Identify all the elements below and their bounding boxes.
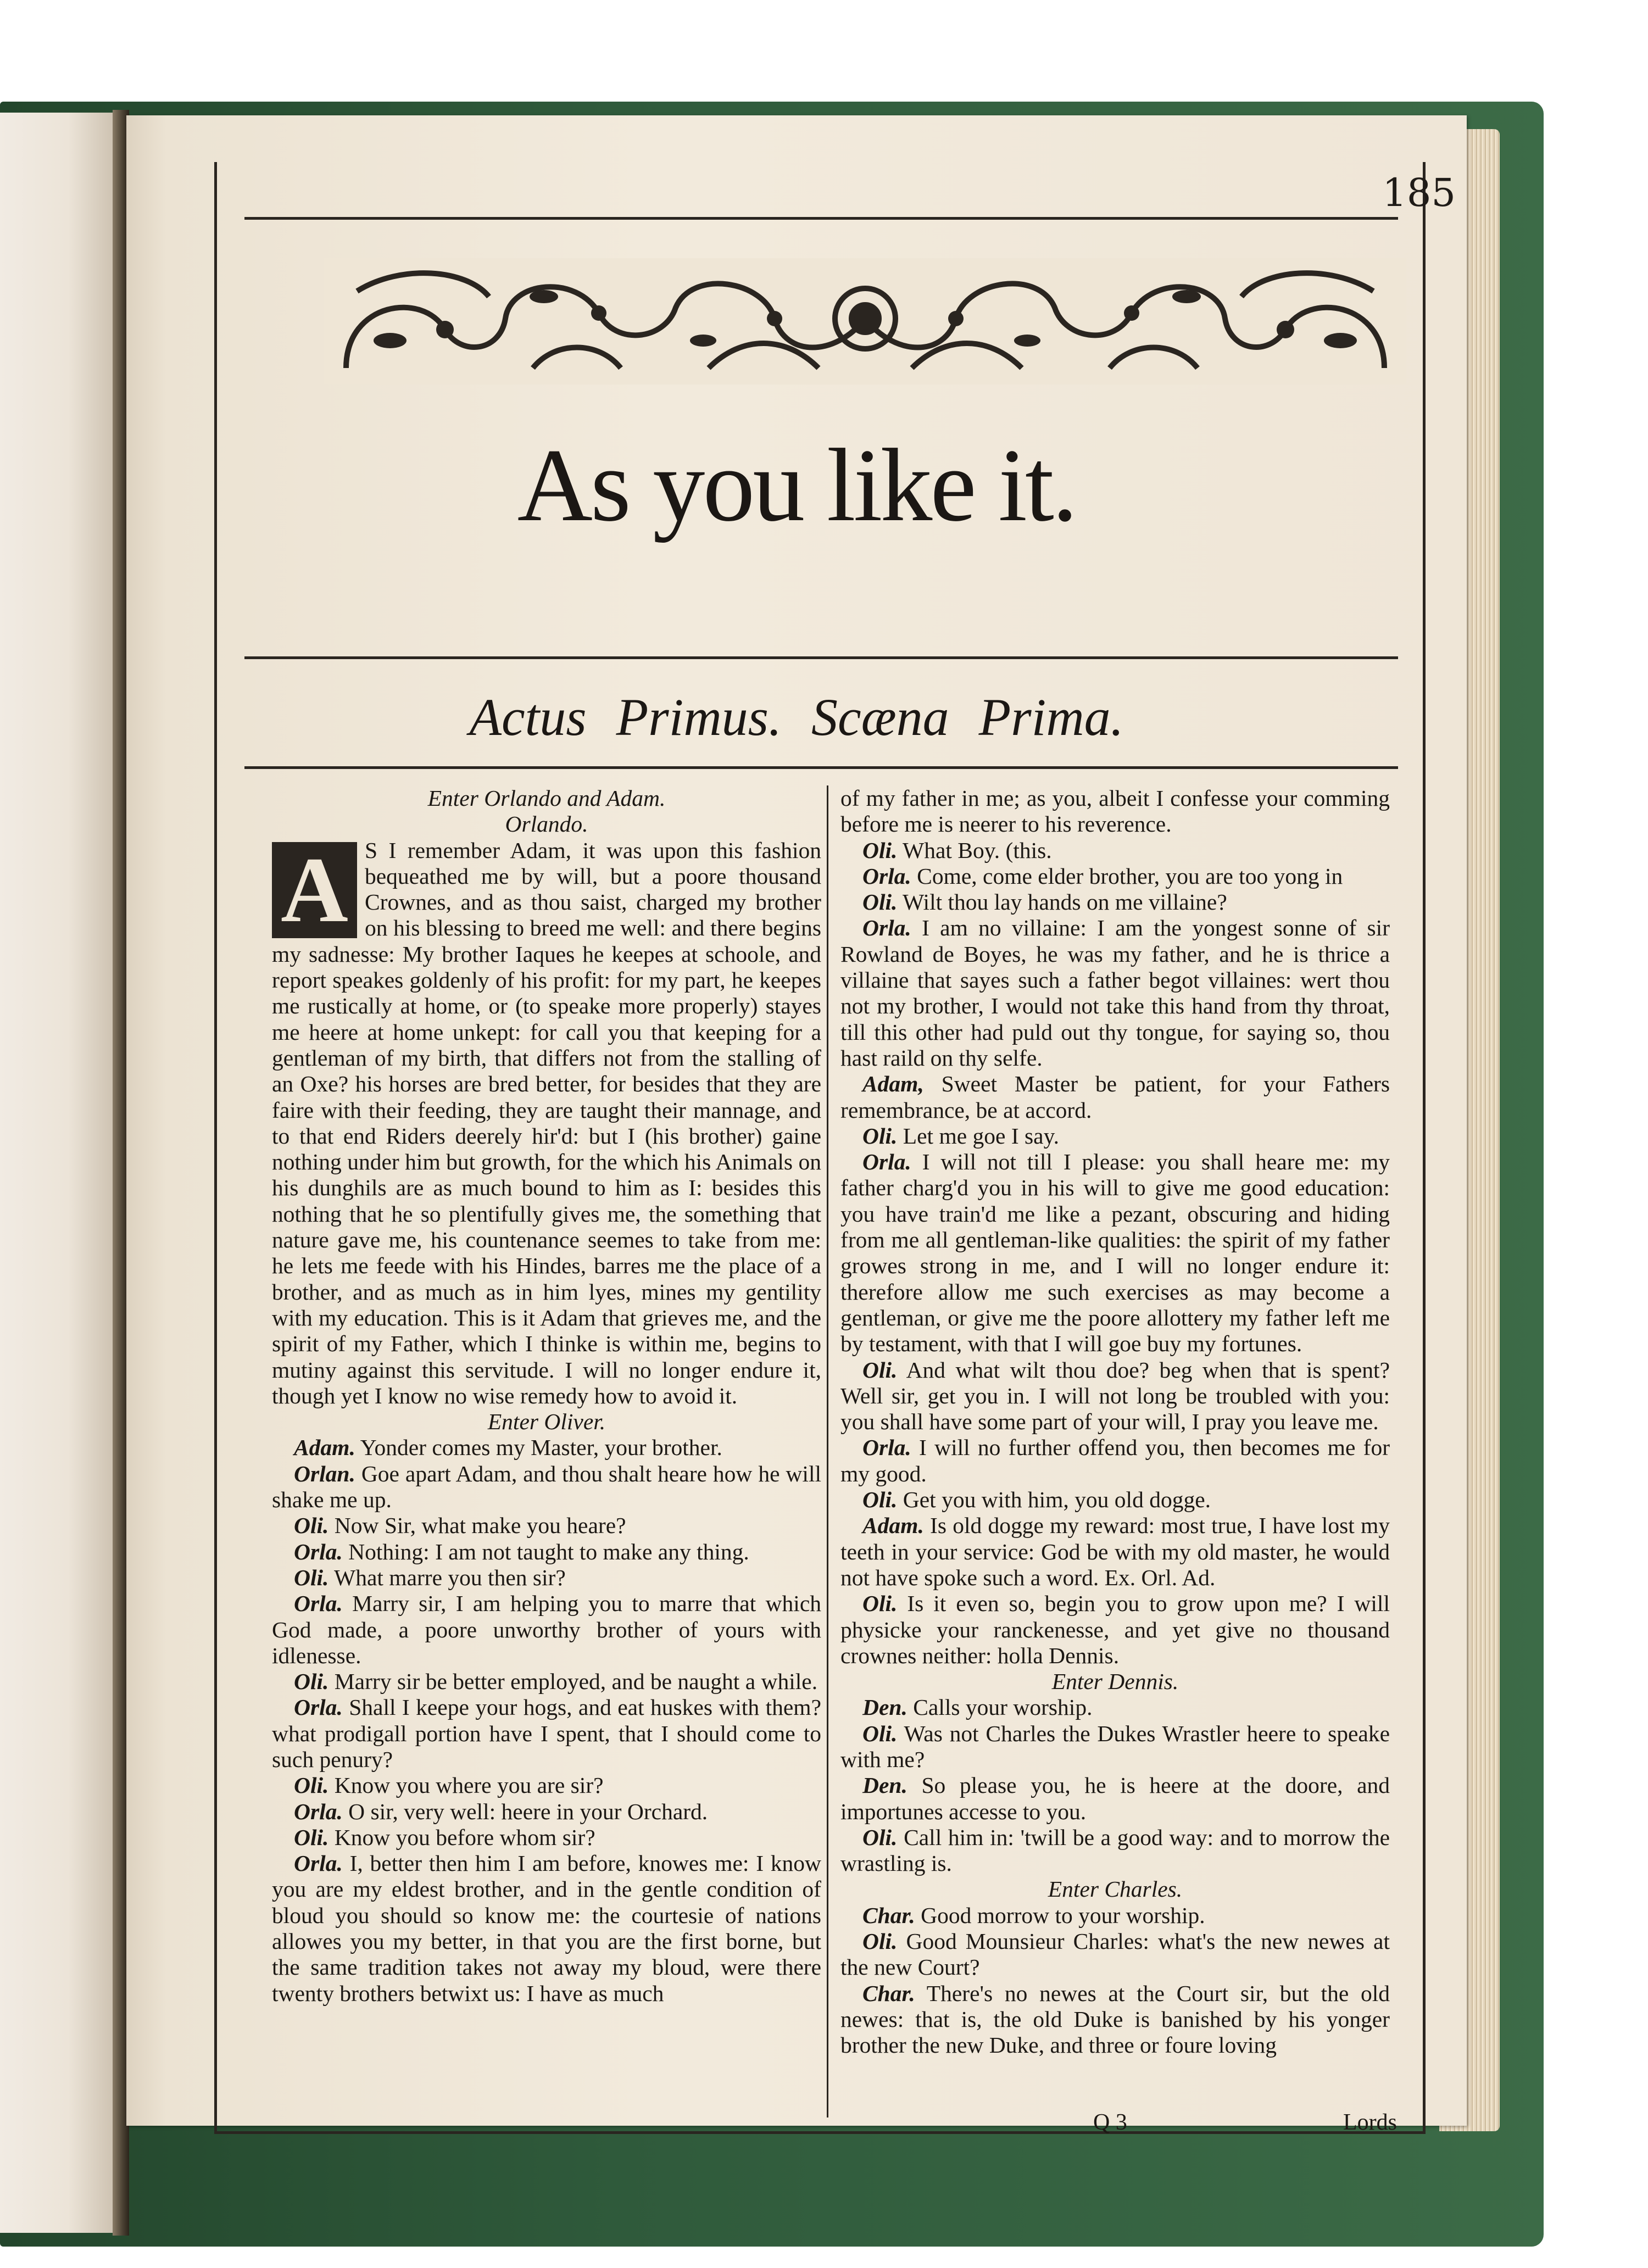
speech bbox=[840, 889, 1390, 915]
speech bbox=[840, 838, 1390, 863]
speech bbox=[272, 1825, 821, 1851]
speech bbox=[840, 1149, 1390, 1357]
speaker-name: Den. bbox=[862, 1695, 907, 1720]
speech bbox=[840, 1591, 1390, 1669]
speaker-name: Oli. bbox=[294, 1564, 329, 1590]
speech-text: What marre you then sir? bbox=[334, 1564, 566, 1590]
signature-mark: Q 3 bbox=[1093, 2110, 1127, 2135]
speech-text: I will no further offend you, then becomes me for my good. bbox=[840, 1435, 1390, 1486]
speaker-name: Adam. bbox=[862, 1513, 924, 1539]
speaker-name: Oli. bbox=[862, 1824, 898, 1850]
speaker-name: Orla. bbox=[294, 1591, 343, 1617]
play-title: As you like it. bbox=[517, 428, 1076, 543]
speaker-name: Oli. bbox=[862, 1487, 898, 1513]
speech-text: Get you with him, you old dogge. bbox=[903, 1487, 1211, 1513]
speaker-name: Orla. bbox=[862, 863, 911, 889]
speech-text: Sweet Master be patient, for your Fathers remembrance, be at accord. bbox=[840, 1071, 1390, 1123]
speech bbox=[272, 1851, 821, 2007]
speech-text: Call him in: 'twill be a good way: and to morrow the wrastling is. bbox=[840, 1824, 1390, 1876]
speech-text: O sir, very well: heere in your Orchard. bbox=[348, 1798, 708, 1824]
speech-text: And what wilt thou doe? beg when that is spent? Well sir, get you in. I will not long be troubled with you: you shall have some part of your will, I pray you leave me. bbox=[840, 1357, 1390, 1435]
speaker-name: Orla. bbox=[862, 1149, 911, 1175]
speech-text: Now Sir, what make you heare? bbox=[334, 1513, 626, 1539]
stage-direction: Enter Charles. bbox=[1048, 1876, 1183, 1902]
speech-text: So please you, he is heere at the doore, and importunes accesse to you. bbox=[840, 1773, 1390, 1824]
speaker-name: Oli. bbox=[862, 837, 898, 863]
speech-text: Let me goe I say. bbox=[903, 1123, 1060, 1149]
speech bbox=[272, 1539, 821, 1565]
speaker-name: Oli. bbox=[862, 1357, 898, 1383]
speaker-name: Orlan. bbox=[294, 1461, 355, 1486]
speech bbox=[840, 1123, 1390, 1149]
speech bbox=[840, 1071, 1390, 1123]
speech bbox=[840, 1825, 1390, 1877]
speech bbox=[272, 1773, 821, 1798]
speaker-name: Char. bbox=[862, 1902, 915, 1928]
speech-text: I, better then him I am before, knowes me: I know you are my eldest brother, and in the gentle condition of bloud you should so know me: the courtesie of nations allowes you my better, in that you are the first borne, but the same tradition takes not away my bloud, were there twenty brothers betwixt us: I have as much bbox=[272, 1851, 822, 2006]
act-scene-heading: Actus Primus. Scæna Prima. bbox=[469, 688, 1124, 746]
speech-text: Calls your worship. bbox=[913, 1695, 1093, 1720]
heading-rule bbox=[244, 766, 1398, 769]
speech bbox=[272, 1565, 821, 1591]
speaker-name: Oli. bbox=[862, 1591, 898, 1617]
top-rule bbox=[244, 217, 1398, 220]
speaker-name: Oli. bbox=[294, 1513, 329, 1539]
speech-text: I am no villaine: I am the yongest sonne of sir Rowland de Boyes, he was my father, and he is thrice a villaine that sayes such a father begot villaines: wert thou not my brother, I would not take this hand from thy throat, till this other had puld out thy tongue, for saying so, thou hast raild on thy selfe. bbox=[840, 915, 1390, 1071]
speech bbox=[840, 1357, 1390, 1435]
speech-text: There's no newes at the Court sir, but the old newes: that is, the old Duke is banished by his yonger brother the new Duke, and three or foure loving bbox=[840, 1980, 1390, 2058]
speech bbox=[272, 1435, 821, 1461]
speaker-name: Den. bbox=[862, 1773, 907, 1798]
speech bbox=[840, 863, 1390, 889]
speech bbox=[840, 1981, 1390, 2059]
speech-text: Marry sir, I am helping you to marre that which God made, a poore unworthy brother of yours with idlenesse. bbox=[272, 1591, 821, 1668]
speech bbox=[840, 1435, 1390, 1487]
speaker-name: Oli. bbox=[862, 1929, 898, 1954]
speech-text: Good morrow to your worship. bbox=[921, 1902, 1205, 1928]
speech-text: Come, come elder brother, you are too yong in bbox=[917, 863, 1343, 889]
stage-direction: Enter Dennis. bbox=[1051, 1669, 1179, 1695]
speaker-name: Adam, bbox=[862, 1071, 924, 1097]
stage-direction: Orlando. bbox=[505, 811, 588, 837]
speech-text: Good Mounsieur Charles: what's the new newes at the new Court? bbox=[840, 1929, 1390, 1980]
speaker-name: Orla. bbox=[294, 1851, 343, 1876]
speech bbox=[272, 1669, 821, 1695]
printed-page bbox=[126, 115, 1467, 2135]
speech bbox=[840, 1721, 1390, 1773]
stage-direction: Enter Oliver. bbox=[487, 1409, 606, 1435]
initial-letter: A bbox=[281, 838, 348, 941]
speech-text: Marry sir be better employed, and be naught a while. bbox=[334, 1669, 818, 1695]
speaker-name: Orla. bbox=[294, 1695, 343, 1720]
speech bbox=[840, 1513, 1390, 1591]
speaker-name: Oli. bbox=[862, 1720, 898, 1746]
catchword: Lords bbox=[1343, 2110, 1397, 2135]
ornamental-headpiece bbox=[324, 258, 1406, 384]
speech-continuation: of my father in me; as you, albeit I confesse your comming before me is neerer to his reverence. bbox=[840, 785, 1390, 837]
page-number: 185 bbox=[1382, 170, 1456, 215]
speaker-name: Oli. bbox=[862, 889, 898, 915]
speech-text: Know you where you are sir? bbox=[334, 1773, 604, 1798]
speaker-name: Oli. bbox=[294, 1669, 329, 1695]
decorated-initial bbox=[272, 838, 357, 941]
speech-text: Is old dogge my reward: most true, I have lost my teeth in your service: God be with my old master, he would not have spoke such a word. Ex. Orl. Ad. bbox=[840, 1513, 1390, 1590]
speaker-name: Oli. bbox=[862, 1123, 898, 1149]
speaker-name: Oli. bbox=[294, 1773, 329, 1798]
title-rule bbox=[244, 656, 1398, 659]
speech-text: Goe apart Adam, and thou shalt heare how he will shake me up. bbox=[272, 1461, 821, 1513]
speaker-name: Orla. bbox=[294, 1539, 343, 1564]
facing-page bbox=[0, 113, 124, 2233]
speaker-name: Adam. bbox=[294, 1435, 355, 1461]
speaker-name: Orla. bbox=[862, 915, 911, 941]
speech bbox=[272, 1513, 821, 1539]
column-rule bbox=[827, 785, 828, 2117]
stage-direction: Enter Orlando and Adam. bbox=[427, 785, 666, 811]
left-column bbox=[272, 785, 821, 2007]
speech-text: Was not Charles the Dukes Wrastler heere to speake with me? bbox=[840, 1720, 1390, 1772]
speech-text: Wilt thou lay hands on me villaine? bbox=[903, 889, 1227, 915]
speech-text: Shall I keepe your hogs, and eat huskes with them? what prodigall portion have I spent, that I should come to such penury? bbox=[272, 1695, 821, 1772]
speech bbox=[840, 1929, 1390, 1981]
right-column bbox=[840, 785, 1390, 2059]
speech bbox=[272, 1695, 821, 1773]
speaker-name: Char. bbox=[862, 1980, 915, 2006]
speaker-name: Orla. bbox=[862, 1435, 911, 1461]
speech-text: Nothing: I am not taught to make any thing. bbox=[348, 1539, 749, 1564]
speech-text: Is it even so, begin you to grow upon me? I will physicke your ranckenesse, and yet give no thousand crownes neither: holla Dennis. bbox=[840, 1591, 1390, 1668]
speech bbox=[272, 1799, 821, 1825]
speech bbox=[840, 915, 1390, 1071]
speech bbox=[840, 1903, 1390, 1929]
opening-speech bbox=[272, 838, 821, 1409]
speech bbox=[840, 1773, 1390, 1825]
speech bbox=[840, 1695, 1390, 1720]
speech bbox=[272, 1591, 821, 1669]
speaker-name: Oli. bbox=[294, 1824, 329, 1850]
speech-text: S I remember Adam, it was upon this fashion bequeathed me by will, but a poore thousand Crownes, and as thou saist, charged my brother on his blessing to breed me well: and there begins my sadnesse: My brother Iaques he keepes at schoole, and report speakes goldenly of his profit: for my part, he keepes me rustically at home, or (to speake more properly) stayes me heere at home unkept: for call you that keeping for a gentleman of my birth, that differs not from the stalling of an Oxe? his horses are bred better, for besides that they are faire with their feeding, they are taught their mannage, and to that end Riders deerely hir'd: but I (his brother) gaine nothing under him but growth, for the which his Animals on his dunghils are as much bound to him as I: besides this nothing that he so plentifully gives me, the something that nature gave me, his countenance seemes to take from me: he lets me feede with his Hindes, barres me the place of a brother, and as much as in him lyes, mines my gentility with my education. This is it Adam that grieves me, and the spirit of my Father, which I thinke is within me, begins to mutiny against this servitude. I will no longer endure it, though yet I know no wise remedy how to avoid it. bbox=[272, 837, 821, 1408]
speaker-name: Orla. bbox=[294, 1798, 343, 1824]
speech-text: I will not till I please: you shall heare me: my father charg'd you in his will to give me good education: you have train'd me like a pezant, obscuring and hiding from me all gentleman-like qualities: the spirit of my father growes strong in me, and I will no longer endure it: therefore allow me such exercises as may become a gentleman, or give me the poore allottery my father left me by testament, with that I will goe buy my fortunes. bbox=[840, 1149, 1390, 1357]
speech bbox=[272, 1461, 821, 1513]
speech bbox=[840, 1487, 1390, 1513]
speech-text: Know you before whom sir? bbox=[334, 1824, 595, 1850]
speech-text: Yonder comes my Master, your brother. bbox=[360, 1435, 722, 1461]
speech-text: What Boy. (this. bbox=[903, 837, 1052, 863]
